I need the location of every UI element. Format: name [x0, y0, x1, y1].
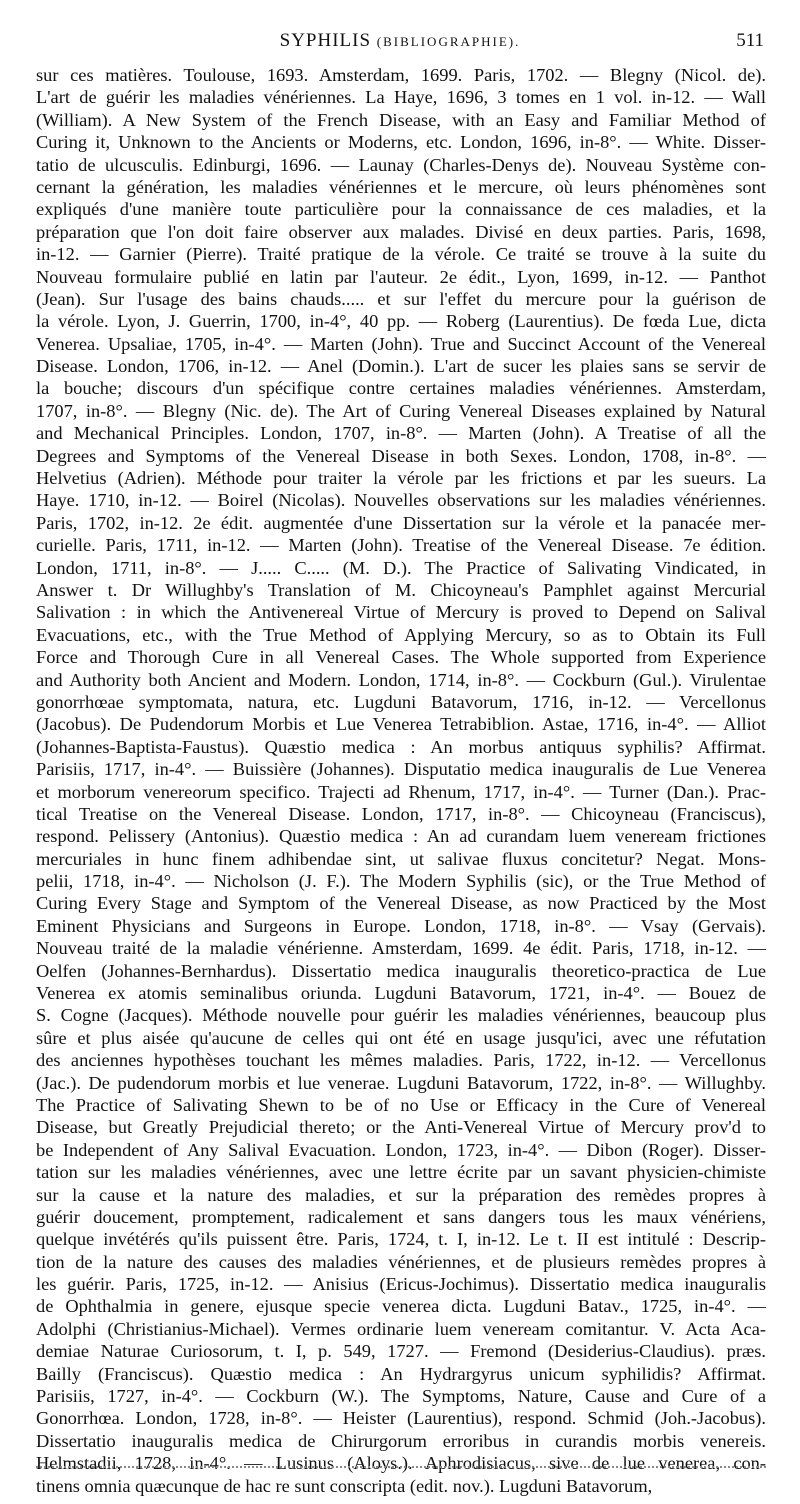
text-line: pelii, 1718, in-4°. — Nicholson (J. F.). The Modern Syphilis (sic), or the True Method of [36, 871, 766, 892]
text-line: Force and Thorough Cure in all Venereal Cases. The Whole supported from Experience [36, 647, 766, 668]
page-number: 511 [736, 30, 764, 51]
footer-rule [36, 1466, 766, 1474]
text-line: de Ophthalmia in genere, ejusque specie venerea dicta. Lugduni Batav., 1725, in-4°. — [36, 1296, 766, 1317]
text-line: (Jacobus). De Pudendorum Morbis et Lue Venerea Tetrabiblion. Astae, 1716, in-4°. — Alliot [36, 714, 766, 735]
text-line: Nouveau formulaire publié en latin par l'auteur. 2e édit., Lyon, 1699, in-12. — Panthot [36, 266, 766, 287]
text-line: Parisiis, 1727, in-4°. — Cockburn (W.). The Symptoms, Nature, Cause and Cure of a [36, 1386, 766, 1407]
text-line: The Practice of Salivating Shewn to be of no Use or Efficacy in the Cure of Venereal [36, 1094, 766, 1115]
text-line: sûre et plus aisée qu'aucune de celles qui ont été en usage jusqu'ici, avec une réfutation [36, 1027, 766, 1048]
text-line: Bailly (Franciscus). Quæstio medica : An Hydrargyrus unicum syphilidis? Affirmat. [36, 1363, 766, 1384]
text-line: guérir doucement, promptement, radicalement et sans dangers tous les maux vénériens, [36, 1206, 766, 1227]
text-line: sur la cause et la nature des maladies, et sur la préparation des remèdes propres à [36, 1184, 766, 1205]
text-line: tinens omnia quæcunque de hac re sunt conscripta (edit. nov.). Lugduni Batavorum, [36, 1475, 653, 1496]
text-line: Curing Every Stage and Symptom of the Venereal Disease, as now Practiced by the Most [36, 893, 766, 914]
text-line: (Jean). Sur l'usage des bains chauds..... et sur l'effet du mercure pour la guérison de [36, 288, 766, 309]
text-line: Eminent Physicians and Surgeons in Europe. London, 1718, in-8°. — Vsay (Gervais). [36, 915, 766, 936]
text-line: L'art de guérir les maladies vénériennes. La Haye, 1696, 3 tomes en 1 vol. in-12. — Wall [36, 87, 766, 108]
bibliography-text [36, 64, 766, 1496]
running-title-main: SYPHILIS [279, 30, 372, 51]
text-line: Disease, but Greatly Prejudicial thereto; or the Anti-Venereal Virtue of Mercury prov'd to [36, 1117, 766, 1138]
text-line: tion de la nature des causes des maladies vénériennes, et de plusieurs remèdes propres à [36, 1251, 766, 1272]
text-line: des anciennes hypothèses touchant les mêmes maladies. Paris, 1722, in-12. — Vercellonus [36, 1050, 766, 1071]
text-line: Paris, 1702, in-12. 2e édit. augmentée d'une Dissertation sur la vérole et la panacée mer- [36, 512, 766, 533]
running-header [0, 30, 800, 56]
text-line: (Jac.). De pudendorum morbis et lue venerae. Lugduni Batavorum, 1722, in-8°. — Willughby. [36, 1072, 766, 1093]
text-line: quelque invétérés qu'ils puissent être. Paris, 1724, t. I, in-12. Le t. II est intitulé : Descrip- [36, 1229, 766, 1250]
running-title-sub: (BIBLIOGRAPHIE). [376, 34, 521, 49]
text-line: gonorrhœae symptomata, natura, etc. Lugduni Batavorum, 1716, in-12. — Vercellonus [36, 691, 766, 712]
text-line: and Mechanical Principles. London, 1707, in-8°. — Marten (John). A Treatise of all the [36, 423, 766, 444]
text-line: Nouveau traité de la maladie vénérienne. Amsterdam, 1699. 4e édit. Paris, 1718, in-12. — [36, 938, 766, 959]
text-line: expliqués d'une manière toute particulière pour la connaissance de ces maladies, et la [36, 199, 766, 220]
text-line: 1707, in-8°. — Blegny (Nic. de). The Art of Curing Venereal Diseases explained by Natural [36, 400, 766, 421]
text-line: in-12. — Garnier (Pierre). Traité pratique de la vérole. Ce traité se trouve à la suite du [36, 244, 766, 265]
running-title [0, 30, 800, 52]
text-line: curielle. Paris, 1711, in-12. — Marten (John). Treatise of the Venereal Disease. 7e édition. [36, 535, 766, 556]
text-line: London, 1711, in-8°. — J..... C..... (M. D.). The Practice of Salivating Vindicated, in [36, 557, 766, 578]
text-line: Salivation : in which the Antivenereal Virtue of Mercury is proved to Depend on Salival [36, 602, 766, 623]
text-line: et morborum venereorum specifico. Trajecti ad Rhenum, 1717, in-4°. — Turner (Dan.). Prac- [36, 781, 766, 802]
text-line: demiae Naturae Curiosorum, t. I, p. 549, 1727. — Fremond (Desiderius-Claudius). præs. [36, 1341, 766, 1362]
text-line: (Johannes-Baptista-Faustus). Quæstio medica : An morbus antiquus syphilis? Affirmat. [36, 736, 766, 757]
text-line: Dissertatio inauguralis medica de Chirurgorum erroribus in curandis morbis venereis. [36, 1430, 766, 1451]
text-line: tatio de ulcusculis. Edinburgi, 1696. — Launay (Charles-Denys de). Nouveau Système con- [36, 154, 766, 175]
text-line: and Authority both Ancient and Modern. London, 1714, in-8°. — Cockburn (Gul.). Virulentae [36, 669, 766, 690]
text-line: la bouche; discours d'un spécifique contre certaines maladies vénériennes. Amsterdam, [36, 378, 766, 399]
text-line: Helvetius (Adrien). Méthode pour traiter la vérole par les frictions et par les sueurs. La [36, 468, 766, 489]
text-line: mercuriales in hunc finem adhibendae sint, ut salivae fluxus concitetur? Negat. Mons- [36, 848, 766, 869]
text-line: les guérir. Paris, 1725, in-12. — Anisius (Ericus-Jochimus). Dissertatio medica inauguralis [36, 1274, 766, 1295]
text-line: tical Treatise on the Venereal Disease. London, 1717, in-8°. — Chicoyneau (Franciscus), [36, 803, 766, 824]
text-line: Haye. 1710, in-12. — Boirel (Nicolas). Nouvelles observations sur les maladies vénériennes. [36, 490, 766, 511]
text-line: Answer t. Dr Willughby's Translation of M. Chicoyneau's Pamphlet against Mercurial [36, 579, 766, 600]
text-line: respond. Pelissery (Antonius). Quæstio medica : An ad curandam luem veneream frictiones [36, 826, 766, 847]
text-line: Venerea. Upsaliae, 1705, in-4°. — Marten (John). True and Succinct Account of the Venereal [36, 333, 766, 354]
text-line: be Independent of Any Salival Evacuation. London, 1723, in-4°. — Dibon (Roger). Disser- [36, 1139, 766, 1160]
text-line: S. Cogne (Jacques). Méthode nouvelle pour guérir les maladies vénériennes, beaucoup plus [36, 1005, 766, 1026]
text-line: Oelfen (Johannes-Bernhardus). Dissertatio medica inauguralis theoretico-practica de Lue [36, 960, 766, 981]
text-line: préparation que l'on doit faire observer aux malades. Divisé en deux parties. Paris, 1698, [36, 221, 766, 242]
text-line: Adolphi (Christianius-Michael). Vermes ordinarie luem veneream comitantur. V. Acta Aca- [36, 1318, 766, 1339]
text-line: cernant la génération, les maladies vénériennes et le mercure, où leurs phénomènes sont [36, 176, 766, 197]
text-line: Gonorrhœa. London, 1728, in-8°. — Heister (Laurentius), respond. Schmid (Joh.-Jacobus). [36, 1408, 766, 1429]
text-line: Parisiis, 1717, in-4°. — Buissière (Johannes). Disputatio medica inauguralis de Lue Venerea [36, 759, 766, 780]
text-line: tation sur les maladies vénériennes, avec une lettre écrite par un savant physicien-chimiste [36, 1162, 766, 1183]
text-line: Helmstadii, 1728, in-4°. — Lusinus (Aloys.). Aphrodisiacus, sive de lue venerea, con- [36, 1453, 766, 1474]
text-line: (William). A New System of the French Disease, with an Easy and Familiar Method of [36, 109, 766, 130]
text-line: Disease. London, 1706, in-12. — Anel (Domin.). L'art de sucer les plaies sans se servir de [36, 356, 766, 377]
text-line: la vérole. Lyon, J. Guerrin, 1700, in-4°, 40 pp. — Roberg (Laurentius). De fœda Lue, dicta [36, 311, 766, 332]
text-line: Curing it, Unknown to the Ancients or Moderns, etc. London, 1696, in-8°. — White. Disser- [36, 132, 766, 153]
text-line: Venerea ex atomis seminalibus oriunda. Lugduni Batavorum, 1721, in-4°. — Bouez de [36, 983, 766, 1004]
text-line: sur ces matières. Toulouse, 1693. Amsterdam, 1699. Paris, 1702. — Blegny (Nicol. de). [36, 65, 766, 85]
text-line: Evacuations, etc., with the True Method of Applying Mercury, so as to Obtain its Full [36, 624, 766, 645]
text-line: Degrees and Symptoms of the Venereal Disease in both Sexes. London, 1708, in-8°. — [36, 445, 766, 466]
